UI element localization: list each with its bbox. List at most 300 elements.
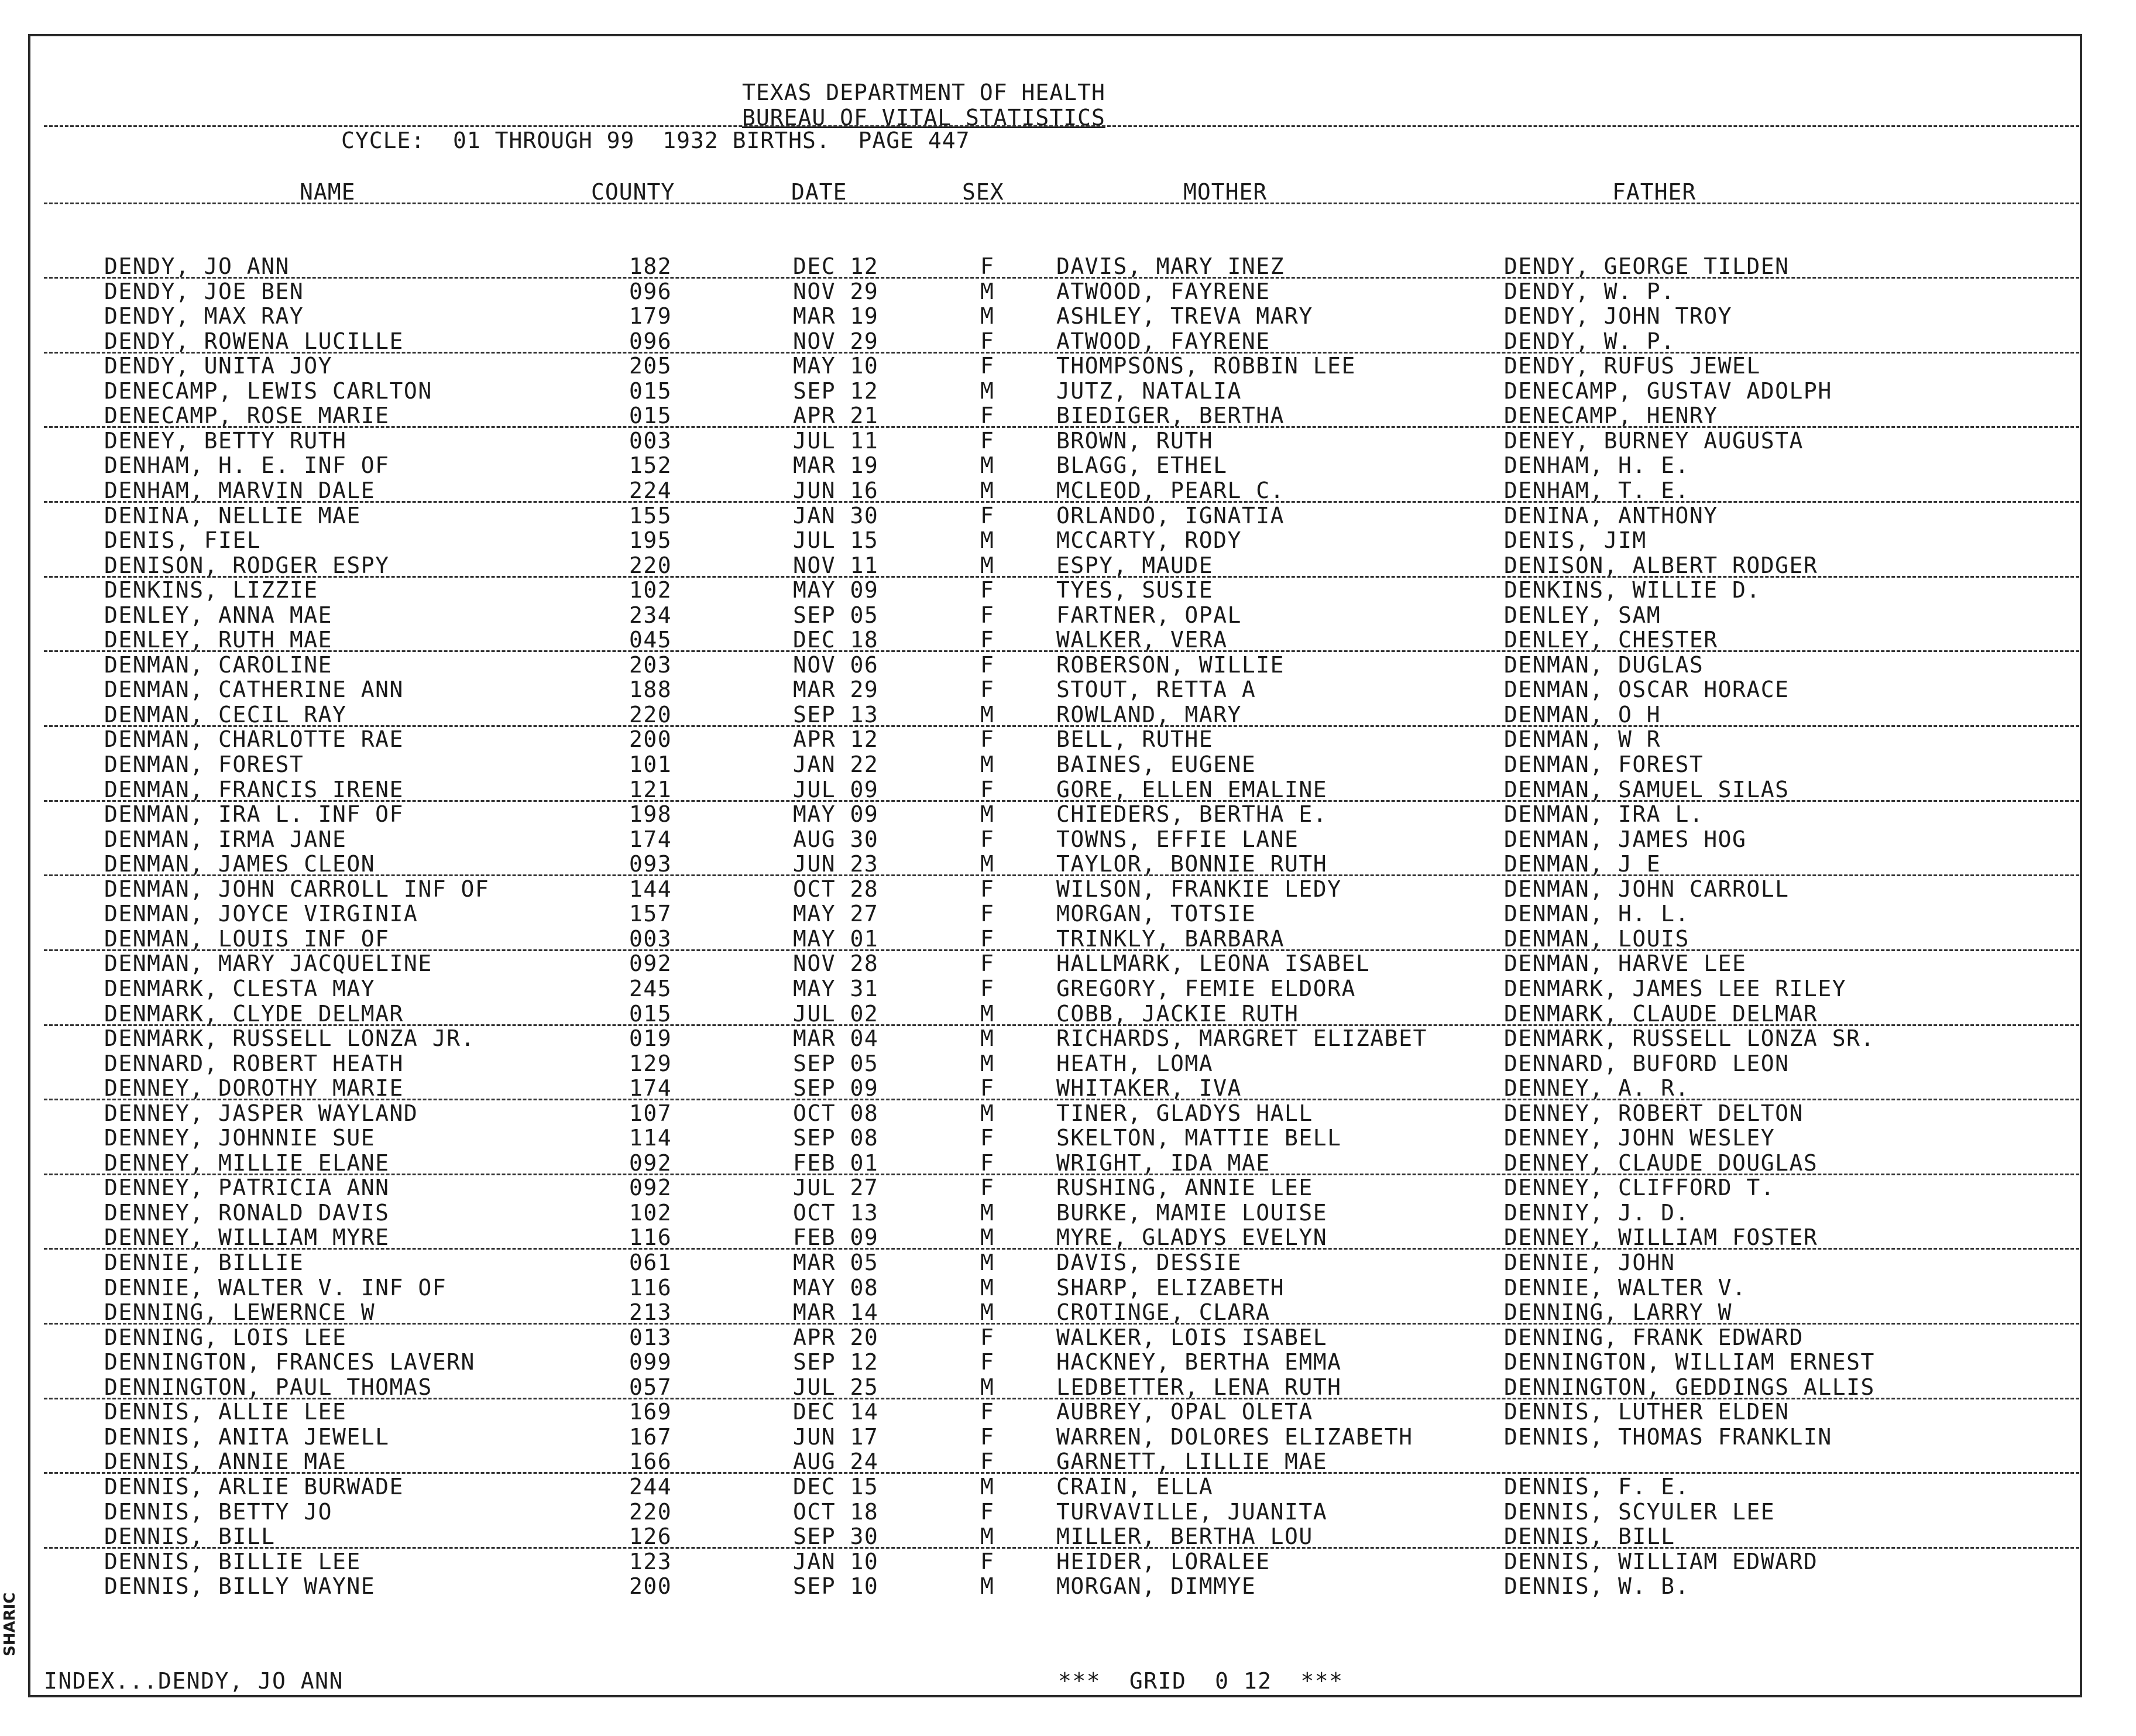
cell-name: DENNIS, ANNIE MAE — [104, 1449, 347, 1474]
cell-name: DENKINS, LIZZIE — [104, 577, 318, 603]
cell-mother: DAVIS, MARY INEZ — [1056, 253, 1285, 279]
cell-name: DENMAN, CHARLOTTE RAE — [104, 726, 404, 752]
cell-county: 102 — [629, 577, 672, 603]
cell-county: 015 — [629, 1001, 672, 1027]
col-header-father: FATHER — [1612, 179, 1697, 205]
cell-county: 169 — [629, 1399, 672, 1425]
cell-father: DENNEY, CLIFFORD T. — [1504, 1175, 1776, 1200]
cell-sex: F — [980, 602, 995, 628]
table-row — [0, 1499, 2136, 1524]
cell-date: SEP 05 — [793, 1051, 879, 1076]
cell-county: 107 — [629, 1100, 672, 1126]
cell-mother: ORLANDO, IGNATIA — [1056, 503, 1285, 529]
cell-mother: BROWN, RUTH — [1056, 428, 1214, 454]
table-row — [0, 403, 2136, 427]
table-row — [0, 1025, 2136, 1050]
cell-sex: F — [980, 403, 995, 428]
cell-mother: TURVAVILLE, JUANITA — [1056, 1499, 1328, 1525]
header-rule — [44, 125, 2079, 127]
cell-sex: M — [980, 1524, 995, 1549]
cell-father: DENECAMP, GUSTAV ADOLPH — [1504, 378, 1832, 404]
table-row — [0, 428, 2136, 452]
cell-date: JUL 27 — [793, 1175, 879, 1200]
cell-date: SEP 12 — [793, 378, 879, 404]
cell-name: DENMAN, CAROLINE — [104, 652, 333, 678]
cell-county: 093 — [629, 851, 672, 877]
cell-father: DENECAMP, HENRY — [1504, 403, 1718, 428]
cell-father: DENNEY, A. R. — [1504, 1075, 1689, 1101]
cell-sex: M — [980, 1275, 995, 1301]
cell-sex: F — [980, 1549, 995, 1574]
table-row — [0, 1524, 2136, 1548]
cell-county: 099 — [629, 1349, 672, 1375]
cell-sex: F — [980, 726, 995, 752]
cell-mother: GREGORY, FEMIE ELDORA — [1056, 976, 1356, 1001]
cell-mother: HEIDER, LORALEE — [1056, 1549, 1270, 1574]
cell-father: DENINA, ANTHONY — [1504, 503, 1718, 529]
cell-name: DENNING, LOIS LEE — [104, 1325, 347, 1350]
cell-father: DENNING, FRANK EDWARD — [1504, 1325, 1804, 1350]
cell-date: JAN 10 — [793, 1549, 879, 1574]
cell-name: DENDY, ROWENA LUCILLE — [104, 328, 404, 354]
cell-county: 096 — [629, 328, 672, 354]
table-row — [0, 826, 2136, 851]
cell-father: DENNINGTON, GEDDINGS ALLIS — [1504, 1374, 1875, 1400]
cell-date: AUG 30 — [793, 826, 879, 852]
cell-county: 092 — [629, 1175, 672, 1200]
cell-mother: TAYLOR, BONNIE RUTH — [1056, 851, 1328, 877]
table-row — [0, 801, 2136, 826]
cell-name: DENECAMP, ROSE MARIE — [104, 403, 390, 428]
table-row — [0, 1449, 2136, 1473]
cell-name: DENINA, NELLIE MAE — [104, 503, 361, 529]
cell-father: DENNING, LARRY W — [1504, 1299, 1733, 1325]
cell-county: 101 — [629, 752, 672, 777]
cell-father: DENDY, W. P. — [1504, 328, 1675, 354]
cell-date: OCT 18 — [793, 1499, 879, 1525]
cell-name: DENHAM, H. E. INF OF — [104, 452, 390, 478]
cell-name: DENMAN, JAMES CLEON — [104, 851, 376, 877]
cell-sex: F — [980, 428, 995, 454]
cell-sex: F — [980, 1449, 995, 1474]
column-header-rule — [44, 203, 2079, 204]
cell-county: 092 — [629, 951, 672, 976]
cell-mother: CHIEDERS, BERTHA E. — [1056, 801, 1328, 827]
table-row — [0, 1549, 2136, 1573]
cell-sex: F — [980, 677, 995, 702]
cell-sex: F — [980, 1349, 995, 1375]
cell-county: 198 — [629, 801, 672, 827]
cell-county: 092 — [629, 1150, 672, 1176]
cell-sex: M — [980, 1025, 995, 1051]
cell-sex: F — [980, 253, 995, 279]
cell-name: DENLEY, ANNA MAE — [104, 602, 333, 628]
cell-name: DENMAN, CECIL RAY — [104, 702, 347, 728]
cell-father: DENMAN, W R — [1504, 726, 1661, 752]
cell-county: 003 — [629, 428, 672, 454]
cell-mother: TOWNS, EFFIE LANE — [1056, 826, 1299, 852]
cell-date: JUN 23 — [793, 851, 879, 877]
cell-sex: M — [980, 279, 995, 304]
table-row — [0, 1325, 2136, 1349]
cell-sex: M — [980, 1051, 995, 1076]
cell-name: DENNINGTON, PAUL THOMAS — [104, 1374, 432, 1400]
cell-date: MAR 29 — [793, 677, 879, 702]
table-row — [0, 1001, 2136, 1025]
cell-mother: ATWOOD, FAYRENE — [1056, 328, 1270, 354]
cell-name: DENNIS, ANITA JEWELL — [104, 1424, 390, 1450]
cell-date: SEP 13 — [793, 702, 879, 728]
table-row — [0, 951, 2136, 975]
table-row — [0, 1125, 2136, 1150]
cell-county: 155 — [629, 503, 672, 529]
cell-name: DENLEY, RUTH MAE — [104, 627, 333, 653]
cell-county: 061 — [629, 1250, 672, 1275]
cell-mother: FARTNER, OPAL — [1056, 602, 1242, 628]
cell-date: FEB 09 — [793, 1224, 879, 1250]
cell-date: MAR 19 — [793, 303, 879, 329]
table-row — [0, 353, 2136, 378]
cell-date: OCT 28 — [793, 876, 879, 902]
col-header-sex: SEX — [962, 179, 1004, 205]
cell-name: DENMAN, FOREST — [104, 752, 304, 777]
cell-county: 126 — [629, 1524, 672, 1549]
cell-sex: M — [980, 752, 995, 777]
cell-sex: M — [980, 1200, 995, 1226]
cell-county: 179 — [629, 303, 672, 329]
cell-father: DENMAN, O H — [1504, 702, 1661, 728]
cell-mother: ROBERSON, WILLIE — [1056, 652, 1285, 678]
cell-mother: MYRE, GLADYS EVELYN — [1056, 1224, 1328, 1250]
header-subtitle: BUREAU OF VITAL STATISTICS — [742, 105, 1105, 131]
cell-mother: WALKER, LOIS ISABEL — [1056, 1325, 1328, 1350]
cell-father: DENMAN, IRA L. — [1504, 801, 1704, 827]
cell-name: DENMAN, JOHN CARROLL INF OF — [104, 876, 490, 902]
cell-mother: MILLER, BERTHA LOU — [1056, 1524, 1313, 1549]
cell-mother: DAVIS, DESSIE — [1056, 1250, 1242, 1275]
header-title: TEXAS DEPARTMENT OF HEALTH — [742, 80, 1105, 105]
cell-sex: M — [980, 378, 995, 404]
cell-father: DENNEY, JOHN WESLEY — [1504, 1125, 1776, 1151]
cell-date: MAR 19 — [793, 452, 879, 478]
cell-sex: F — [980, 1424, 995, 1450]
cell-father: DENNIS, THOMAS FRANKLIN — [1504, 1424, 1832, 1450]
cell-name: DENNEY, WILLIAM MYRE — [104, 1224, 390, 1250]
cell-date: SEP 30 — [793, 1524, 879, 1549]
grid-label: *** GRID 0 12 *** — [1058, 1668, 1344, 1694]
cell-mother: WRIGHT, IDA MAE — [1056, 1150, 1270, 1176]
cell-sex: F — [980, 353, 995, 379]
cell-sex: M — [980, 1299, 995, 1325]
cell-date: SEP 12 — [793, 1349, 879, 1375]
cell-name: DENEY, BETTY RUTH — [104, 428, 347, 454]
cell-name: DENIS, FIEL — [104, 527, 262, 553]
cell-county: 013 — [629, 1325, 672, 1350]
table-row — [0, 1051, 2136, 1075]
cell-mother: RICHARDS, MARGRET ELIZABET — [1056, 1025, 1427, 1051]
cell-sex: F — [980, 1499, 995, 1525]
table-row — [0, 503, 2136, 527]
cell-county: 245 — [629, 976, 672, 1001]
cell-county: 096 — [629, 279, 672, 304]
cell-mother: ATWOOD, FAYRENE — [1056, 279, 1270, 304]
cell-county: 203 — [629, 652, 672, 678]
cell-mother: WALKER, VERA — [1056, 627, 1228, 653]
cell-sex: M — [980, 851, 995, 877]
cell-mother: HEATH, LOMA — [1056, 1051, 1214, 1076]
cell-sex: F — [980, 1175, 995, 1200]
cell-county: 220 — [629, 702, 672, 728]
cell-father: DENHAM, T. E. — [1504, 478, 1689, 503]
cell-date: NOV 29 — [793, 328, 879, 354]
cell-mother: MORGAN, DIMMYE — [1056, 1573, 1256, 1599]
table-row — [0, 1175, 2136, 1199]
cell-name: DENNIS, BILLIE LEE — [104, 1549, 361, 1574]
cell-mother: BURKE, MAMIE LOUISE — [1056, 1200, 1328, 1226]
cell-father: DENNINGTON, WILLIAM ERNEST — [1504, 1349, 1875, 1375]
cell-mother: SHARP, ELIZABETH — [1056, 1275, 1285, 1301]
table-row — [0, 926, 2136, 951]
cell-sex: F — [980, 627, 995, 653]
cell-date: JUL 11 — [793, 428, 879, 454]
cell-mother: STOUT, RETTA A — [1056, 677, 1256, 702]
cell-county: 116 — [629, 1224, 672, 1250]
cell-father: DENMAN, LOUIS — [1504, 926, 1689, 952]
cell-mother: MCCARTY, RODY — [1056, 527, 1242, 553]
table-row — [0, 253, 2136, 278]
cell-name: DENMAN, FRANCIS IRENE — [104, 777, 404, 802]
cell-sex: F — [980, 1075, 995, 1101]
cell-father: DENNIE, WALTER V. — [1504, 1275, 1747, 1301]
cell-date: JAN 30 — [793, 503, 879, 529]
cell-father: DENMAN, SAMUEL SILAS — [1504, 777, 1790, 802]
cell-name: DENDY, JO ANN — [104, 253, 290, 279]
cell-name: DENDY, MAX RAY — [104, 303, 304, 329]
cell-county: 213 — [629, 1299, 672, 1325]
cell-name: DENMARK, RUSSELL LONZA JR. — [104, 1025, 475, 1051]
table-row — [0, 577, 2136, 602]
cell-date: SEP 09 — [793, 1075, 879, 1101]
cell-father: DENMAN, J E — [1504, 851, 1661, 877]
cell-mother: MORGAN, TOTSIE — [1056, 901, 1256, 927]
col-header-county: COUNTY — [591, 179, 675, 205]
table-row — [0, 1150, 2136, 1175]
table-row — [0, 777, 2136, 801]
table-row — [0, 452, 2136, 477]
cell-father: DENNEY, WILLIAM FOSTER — [1504, 1224, 1818, 1250]
cell-date: MAR 14 — [793, 1299, 879, 1325]
table-row — [0, 627, 2136, 651]
cell-name: DENNING, LEWERNCE W — [104, 1299, 376, 1325]
cell-date: APR 20 — [793, 1325, 879, 1350]
cell-father: DENNIS, BILL — [1504, 1524, 1675, 1549]
table-row — [0, 1250, 2136, 1274]
cell-name: DENNIS, BETTY JO — [104, 1499, 333, 1525]
cell-name: DENNEY, JOHNNIE SUE — [104, 1125, 376, 1151]
cell-county: 015 — [629, 378, 672, 404]
cell-name: DENMAN, LOUIS INF OF — [104, 926, 390, 952]
cell-name: DENMAN, JOYCE VIRGINIA — [104, 901, 418, 927]
table-row — [0, 602, 2136, 627]
cell-name: DENNEY, PATRICIA ANN — [104, 1175, 390, 1200]
cell-county: 205 — [629, 353, 672, 379]
cell-father: DENISON, ALBERT RODGER — [1504, 553, 1818, 578]
cell-date: NOV 28 — [793, 951, 879, 976]
cell-mother: BLAGG, ETHEL — [1056, 452, 1228, 478]
cell-date: DEC 15 — [793, 1474, 879, 1500]
cell-father: DENNIE, JOHN — [1504, 1250, 1675, 1275]
cell-county: 220 — [629, 1499, 672, 1525]
cell-father: DENDY, RUFUS JEWEL — [1504, 353, 1761, 379]
cell-name: DENNEY, JASPER WAYLAND — [104, 1100, 418, 1126]
cell-date: MAY 01 — [793, 926, 879, 952]
table-row — [0, 901, 2136, 925]
cell-date: OCT 08 — [793, 1100, 879, 1126]
table-row — [0, 1275, 2136, 1299]
table-row — [0, 328, 2136, 353]
cell-name: DENECAMP, LEWIS CARLTON — [104, 378, 432, 404]
cell-sex: M — [980, 452, 995, 478]
cell-date: FEB 01 — [793, 1150, 879, 1176]
cell-county: 224 — [629, 478, 672, 503]
cell-father: DENNARD, BUFORD LEON — [1504, 1051, 1790, 1076]
table-row — [0, 752, 2136, 776]
table-row — [0, 851, 2136, 876]
cell-sex: M — [980, 801, 995, 827]
table-row — [0, 303, 2136, 328]
cell-date: SEP 10 — [793, 1573, 879, 1599]
cell-county: 144 — [629, 876, 672, 902]
cell-date: DEC 14 — [793, 1399, 879, 1425]
cell-county: 234 — [629, 602, 672, 628]
col-header-mother: MOTHER — [1183, 179, 1268, 205]
cell-mother: GORE, ELLEN EMALINE — [1056, 777, 1328, 802]
table-row — [0, 1424, 2136, 1449]
table-row — [0, 726, 2136, 751]
cell-father: DENDY, W. P. — [1504, 279, 1675, 304]
cell-date: MAY 27 — [793, 901, 879, 927]
cell-sex: F — [980, 328, 995, 354]
cell-date: JUN 16 — [793, 478, 879, 503]
cell-name: DENNEY, MILLIE ELANE — [104, 1150, 390, 1176]
cell-mother: LEDBETTER, LENA RUTH — [1056, 1374, 1342, 1400]
cell-county: 045 — [629, 627, 672, 653]
cell-mother: GARNETT, LILLIE MAE — [1056, 1449, 1328, 1474]
cell-sex: F — [980, 1150, 995, 1176]
cell-father: DENDY, GEORGE TILDEN — [1504, 253, 1790, 279]
cell-sex: M — [980, 1573, 995, 1599]
cell-mother: HACKNEY, BERTHA EMMA — [1056, 1349, 1342, 1375]
cell-sex: F — [980, 777, 995, 802]
table-row — [0, 976, 2136, 1000]
cell-sex: M — [980, 553, 995, 578]
cell-name: DENMAN, IRMA JANE — [104, 826, 347, 852]
cell-mother: JUTZ, NATALIA — [1056, 378, 1242, 404]
table-row — [0, 553, 2136, 577]
cell-county: 220 — [629, 553, 672, 578]
cell-date: APR 21 — [793, 403, 879, 428]
cell-mother: ASHLEY, TREVA MARY — [1056, 303, 1313, 329]
cell-sex: F — [980, 1125, 995, 1151]
cell-father: DENEY, BURNEY AUGUSTA — [1504, 428, 1804, 454]
cell-father: DENMAN, OSCAR HORACE — [1504, 677, 1790, 702]
cell-county: 174 — [629, 826, 672, 852]
cell-sex: F — [980, 926, 995, 952]
cell-mother: TRINKLY, BARBARA — [1056, 926, 1285, 952]
cell-county: 174 — [629, 1075, 672, 1101]
table-row — [0, 378, 2136, 403]
cell-county: 114 — [629, 1125, 672, 1151]
cell-mother: COBB, JACKIE RUTH — [1056, 1001, 1299, 1027]
cell-county: 200 — [629, 726, 672, 752]
cycle-line: CYCLE: 01 THROUGH 99 1932 BIRTHS. PAGE 447 — [341, 128, 970, 153]
cell-mother: TINER, GLADYS HALL — [1056, 1100, 1313, 1126]
cell-county: 157 — [629, 901, 672, 927]
side-label: SHARIC — [1, 1592, 19, 1656]
cell-date: MAY 31 — [793, 976, 879, 1001]
cell-sex: F — [980, 826, 995, 852]
cell-date: MAR 05 — [793, 1250, 879, 1275]
cell-father: DENLEY, SAM — [1504, 602, 1661, 628]
cell-county: 116 — [629, 1275, 672, 1301]
cell-name: DENNIE, BILLIE — [104, 1250, 304, 1275]
cell-sex: F — [980, 1325, 995, 1350]
table-row — [0, 702, 2136, 726]
cell-sex: M — [980, 1224, 995, 1250]
cell-mother: BAINES, EUGENE — [1056, 752, 1256, 777]
cell-sex: M — [980, 1100, 995, 1126]
cell-name: DENNIS, BILL — [104, 1524, 276, 1549]
cell-sex: M — [980, 702, 995, 728]
cell-father: DENMAN, DUGLAS — [1504, 652, 1704, 678]
cell-father: DENNEY, ROBERT DELTON — [1504, 1100, 1804, 1126]
cell-sex: F — [980, 951, 995, 976]
cell-county: 182 — [629, 253, 672, 279]
cell-date: JUL 15 — [793, 527, 879, 553]
cell-mother: ESPY, MAUDE — [1056, 553, 1214, 578]
cell-date: SEP 05 — [793, 602, 879, 628]
cell-date: JUL 02 — [793, 1001, 879, 1027]
cell-county: 121 — [629, 777, 672, 802]
cell-name: DENDY, JOE BEN — [104, 279, 304, 304]
cell-county: 195 — [629, 527, 672, 553]
table-row — [0, 1075, 2136, 1100]
table-row — [0, 1573, 2136, 1598]
cell-mother: ROWLAND, MARY — [1056, 702, 1242, 728]
cell-sex: M — [980, 1001, 995, 1027]
cell-date: NOV 06 — [793, 652, 879, 678]
cell-date: AUG 24 — [793, 1449, 879, 1474]
cell-date: MAY 10 — [793, 353, 879, 379]
cell-county: 019 — [629, 1025, 672, 1051]
cell-father: DENNEY, CLAUDE DOUGLAS — [1504, 1150, 1818, 1176]
cell-name: DENNIE, WALTER V. INF OF — [104, 1275, 447, 1301]
cell-father: DENNIS, WILLIAM EDWARD — [1504, 1549, 1818, 1574]
cell-sex: M — [980, 527, 995, 553]
cell-date: JAN 22 — [793, 752, 879, 777]
cell-mother: WILSON, FRANKIE LEDY — [1056, 876, 1342, 902]
cell-sex: M — [980, 478, 995, 503]
table-row — [0, 677, 2136, 701]
cell-mother: CRAIN, ELLA — [1056, 1474, 1214, 1500]
cell-name: DENNEY, RONALD DAVIS — [104, 1200, 390, 1226]
table-row — [0, 1299, 2136, 1324]
cell-sex: F — [980, 876, 995, 902]
cell-mother: BELL, RUTHE — [1056, 726, 1214, 752]
cell-father: DENMAN, JAMES HOG — [1504, 826, 1747, 852]
cell-date: JUL 25 — [793, 1374, 879, 1400]
cell-mother: SKELTON, MATTIE BELL — [1056, 1125, 1342, 1151]
